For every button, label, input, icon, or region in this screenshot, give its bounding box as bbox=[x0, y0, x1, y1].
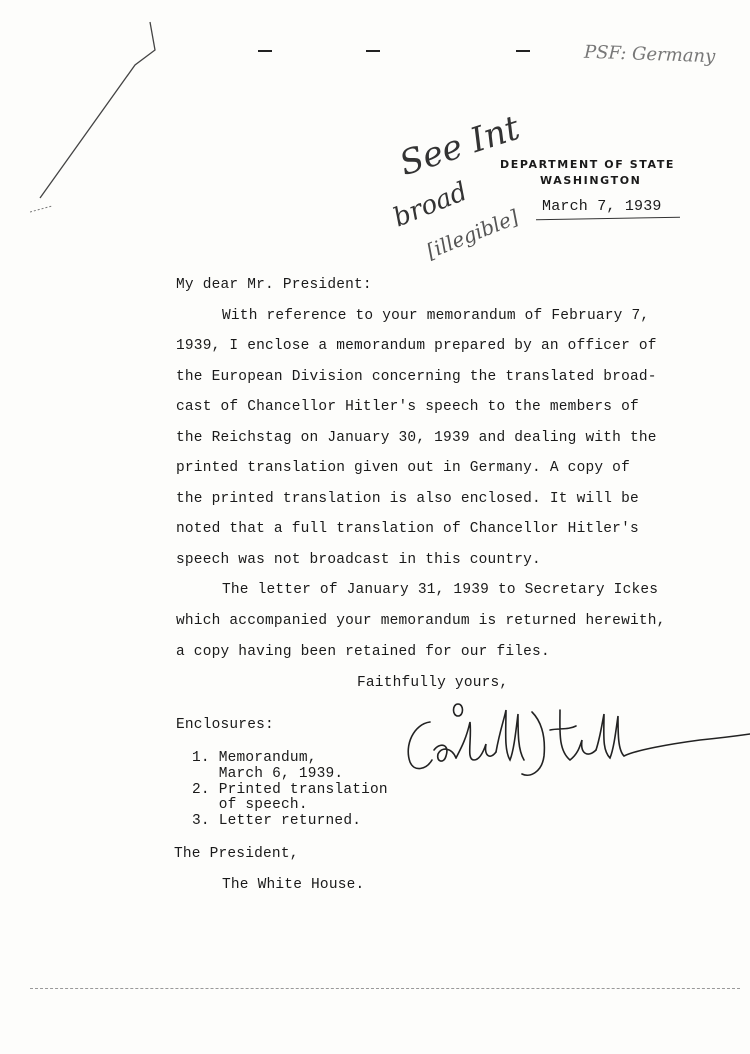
date-underline bbox=[536, 217, 680, 221]
body-line: printed translation given out in Germany. A copy of bbox=[176, 460, 630, 476]
body-line: speech was not broadcast in this country. bbox=[176, 552, 541, 568]
scan-dash bbox=[516, 50, 530, 52]
scan-mark-diagonal bbox=[30, 20, 190, 220]
enclosure-item: 1. Memorandum, bbox=[192, 750, 317, 766]
body-line: the European Division concerning the translated broad- bbox=[176, 369, 657, 385]
scan-edge-bottom bbox=[30, 988, 740, 989]
signature-text bbox=[0, 0, 7, 1]
enclosures-heading: Enclosures: bbox=[176, 717, 274, 733]
body-line: which accompanied your memorandum is returned herewith, bbox=[176, 613, 666, 629]
body-line: With reference to your memorandum of February 7, bbox=[222, 308, 650, 324]
body-line: the printed translation is also enclosed. It will be bbox=[176, 491, 639, 507]
marginal-note-file: PSF: Germany bbox=[583, 41, 716, 68]
body-line: cast of Chancellor Hitler's speech to the members of bbox=[176, 399, 639, 415]
body-line: 1939, I enclose a memorandum prepared by an officer of bbox=[176, 338, 657, 354]
enclosure-item: March 6, 1939. bbox=[192, 766, 344, 782]
salutation: My dear Mr. President: bbox=[176, 277, 372, 293]
enclosure-item: 2. Printed translation bbox=[192, 782, 388, 798]
handwritten-note: [illegible] bbox=[423, 204, 522, 264]
body-line: the Reichstag on January 30, 1939 and dealing with the bbox=[176, 430, 657, 446]
scan-dash bbox=[258, 50, 272, 52]
addressee-line: The White House. bbox=[222, 877, 365, 893]
signature-image bbox=[400, 700, 750, 790]
body-line: noted that a full translation of Chancellor Hitler's bbox=[176, 521, 639, 537]
addressee-line: The President, bbox=[174, 846, 299, 862]
enclosure-item: of speech. bbox=[192, 797, 308, 813]
handwritten-note: broad bbox=[389, 176, 472, 234]
body-line: The letter of January 31, 1939 to Secretary Ickes bbox=[222, 582, 659, 598]
body-line: a copy having been retained for our files. bbox=[176, 644, 550, 660]
letterhead-city: WASHINGTON bbox=[540, 174, 642, 187]
letterhead-department: DEPARTMENT OF STATE bbox=[500, 158, 676, 171]
enclosure-item: 3. Letter returned. bbox=[192, 813, 362, 829]
letter-date: March 7, 1939 bbox=[542, 198, 662, 215]
closing: Faithfully yours, bbox=[357, 675, 509, 691]
scan-dash bbox=[366, 50, 380, 52]
handwritten-note: See Int bbox=[394, 107, 525, 185]
